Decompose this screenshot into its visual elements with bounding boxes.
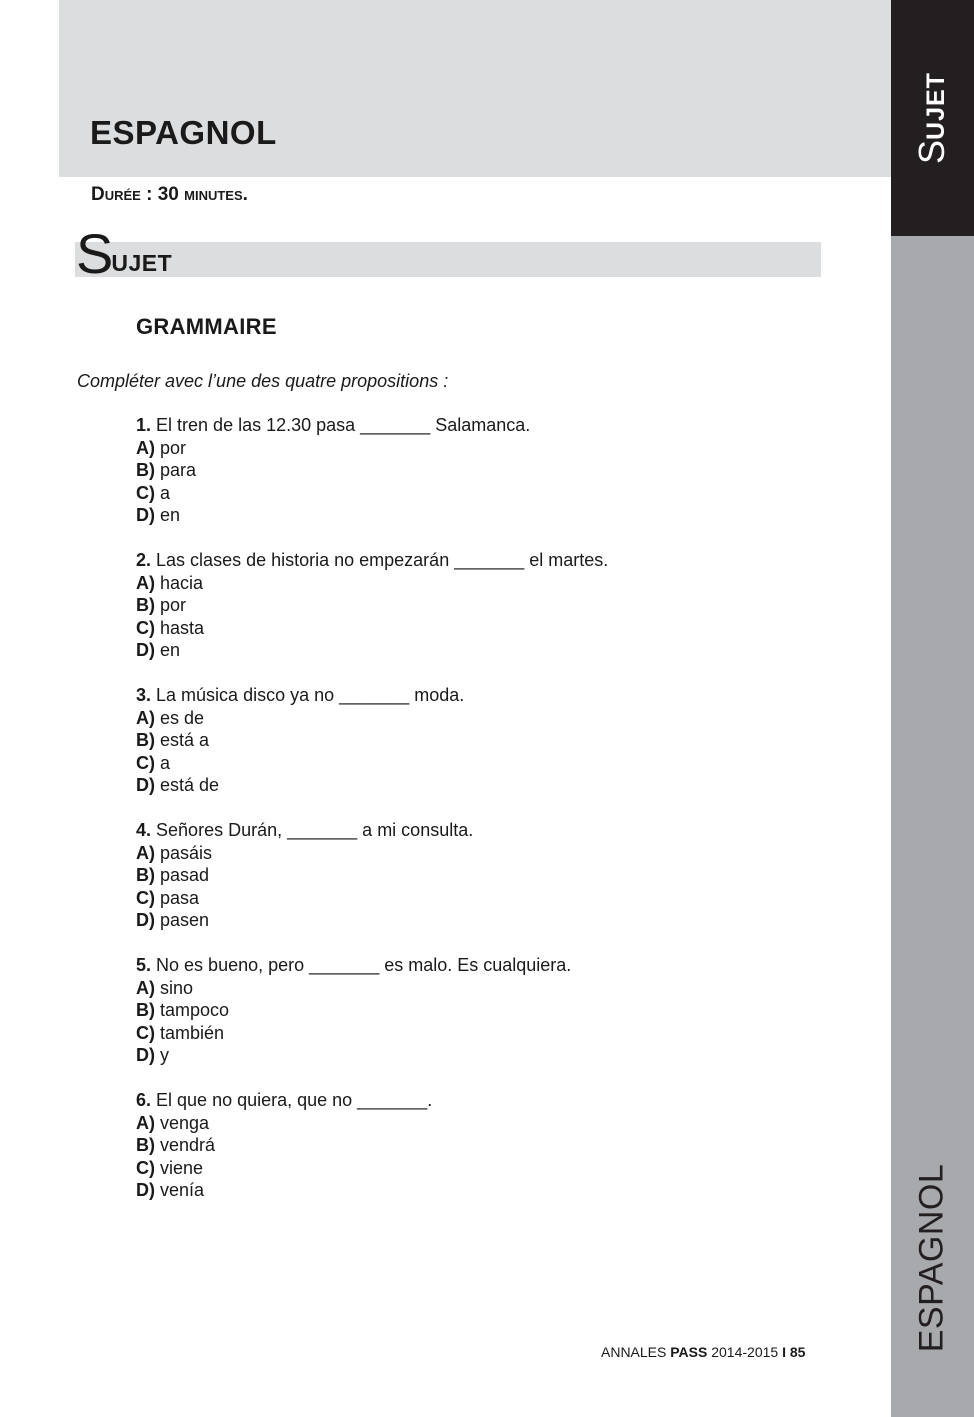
option-letter: B) xyxy=(136,1135,155,1155)
answer-option xyxy=(136,437,608,460)
answer-option xyxy=(136,842,608,865)
option-text: hacia xyxy=(160,572,204,593)
option-letter: C) xyxy=(136,617,155,638)
option-text: tampoco xyxy=(160,1000,230,1020)
option-text: está de xyxy=(160,775,220,795)
option-letter: B) xyxy=(136,730,155,750)
footer-brand: PASS xyxy=(670,1344,708,1360)
answer-option xyxy=(136,639,608,662)
option-letter: D) xyxy=(136,775,155,795)
option-letter: D) xyxy=(136,910,155,930)
option-text: en xyxy=(160,640,181,660)
section-heading-initial: S xyxy=(76,222,114,285)
question-prompt xyxy=(136,684,608,707)
option-letter: A) xyxy=(136,437,155,458)
option-text: por xyxy=(160,437,187,458)
option-letter: D) xyxy=(136,1180,155,1200)
option-letter: D) xyxy=(136,1045,155,1065)
question-prompt xyxy=(136,819,608,842)
option-letter: D) xyxy=(136,505,155,525)
question-number: 2. xyxy=(136,550,152,570)
side-tab-sujet-label xyxy=(911,72,953,164)
question-item xyxy=(136,954,608,1067)
option-text: es de xyxy=(160,707,205,728)
option-text: pasáis xyxy=(160,842,213,863)
question-text: El tren de las 12.30 pasa _______ Salamanca. xyxy=(156,415,531,435)
option-letter: D) xyxy=(136,640,155,660)
page-footer xyxy=(601,1344,805,1360)
answer-option xyxy=(136,1112,608,1135)
answer-option xyxy=(136,504,608,527)
question-text: Las clases de historia no empezarán _______ el martes. xyxy=(156,550,609,570)
answer-option xyxy=(136,752,608,775)
answer-option xyxy=(136,864,608,887)
option-text: también xyxy=(160,1022,225,1043)
question-text: La música disco ya no _______ moda. xyxy=(156,685,465,705)
option-letter: A) xyxy=(136,1112,155,1133)
option-text: hasta xyxy=(160,617,205,638)
subsection-title: GRAMMAIRE xyxy=(136,314,277,339)
answer-option xyxy=(136,617,608,640)
question-item xyxy=(136,819,608,932)
answer-option xyxy=(136,729,608,752)
option-letter: B) xyxy=(136,1000,155,1020)
question-prompt xyxy=(136,1089,608,1112)
answer-option xyxy=(136,1134,608,1157)
option-text: y xyxy=(160,1045,170,1065)
question-prompt xyxy=(136,414,608,437)
answer-option xyxy=(136,774,608,797)
page-title: ESPAGNOL xyxy=(90,114,277,151)
question-text: El que no quiera, que no _______. xyxy=(156,1090,433,1110)
question-text: Señores Durán, _______ a mi consulta. xyxy=(156,820,474,840)
option-text: vendrá xyxy=(160,1135,216,1155)
option-text: para xyxy=(160,460,197,480)
side-tab-sujet-initial: S xyxy=(911,139,952,164)
option-text: en xyxy=(160,505,181,525)
question-text: No es bueno, pero _______ es malo. Es cualquiera. xyxy=(156,955,572,975)
question-item xyxy=(136,684,608,797)
question-number: 6. xyxy=(136,1090,152,1110)
option-text: venía xyxy=(160,1180,205,1200)
option-text: a xyxy=(160,752,171,773)
question-number: 4. xyxy=(136,820,152,840)
option-text: por xyxy=(160,595,187,615)
answer-option xyxy=(136,977,608,1000)
answer-option xyxy=(136,1179,608,1202)
option-letter: A) xyxy=(136,707,155,728)
option-letter: A) xyxy=(136,842,155,863)
option-letter: C) xyxy=(136,1022,155,1043)
duration-label: Durée : 30 minutes. xyxy=(91,184,248,205)
side-tab-sujet-rest: UJET xyxy=(922,72,950,140)
section-band xyxy=(75,242,821,277)
question-list xyxy=(136,414,608,1202)
question-number: 3. xyxy=(136,685,152,705)
answer-option xyxy=(136,1022,608,1045)
option-text: pasa xyxy=(160,887,200,908)
answer-option xyxy=(136,572,608,595)
answer-option xyxy=(136,1044,608,1067)
section-heading-rest: UJET xyxy=(111,250,173,276)
question-item xyxy=(136,549,608,662)
option-letter: B) xyxy=(136,865,155,885)
page-number: I 85 xyxy=(782,1344,806,1360)
option-text: sino xyxy=(160,977,194,998)
answer-option xyxy=(136,999,608,1022)
answer-option xyxy=(136,482,608,505)
footer-prefix: ANNALES xyxy=(601,1344,671,1360)
answer-option xyxy=(136,707,608,730)
answer-option xyxy=(136,909,608,932)
option-text: pasad xyxy=(160,865,210,885)
footer-years: 2014-2015 xyxy=(707,1344,783,1360)
option-letter: A) xyxy=(136,977,155,998)
question-item xyxy=(136,1089,608,1202)
option-text: está a xyxy=(160,730,210,750)
option-text: a xyxy=(160,482,171,503)
option-text: pasen xyxy=(160,910,210,930)
instruction-text: Compléter avec l’une des quatre propositions : xyxy=(77,371,449,391)
option-text: venga xyxy=(160,1112,210,1133)
section-heading xyxy=(76,222,173,285)
answer-option xyxy=(136,459,608,482)
option-letter: B) xyxy=(136,595,155,615)
side-tab-subject-label: ESPAGNOL xyxy=(912,1163,951,1353)
option-letter: B) xyxy=(136,460,155,480)
option-letter: C) xyxy=(136,887,155,908)
question-prompt xyxy=(136,954,608,977)
answer-option xyxy=(136,594,608,617)
question-number: 1. xyxy=(136,415,152,435)
option-letter: C) xyxy=(136,482,155,503)
option-letter: A) xyxy=(136,572,155,593)
option-text: viene xyxy=(160,1157,204,1178)
answer-option xyxy=(136,887,608,910)
option-letter: C) xyxy=(136,1157,155,1178)
question-number: 5. xyxy=(136,955,152,975)
question-item xyxy=(136,414,608,527)
question-prompt xyxy=(136,549,608,572)
answer-option xyxy=(136,1157,608,1180)
option-letter: C) xyxy=(136,752,155,773)
